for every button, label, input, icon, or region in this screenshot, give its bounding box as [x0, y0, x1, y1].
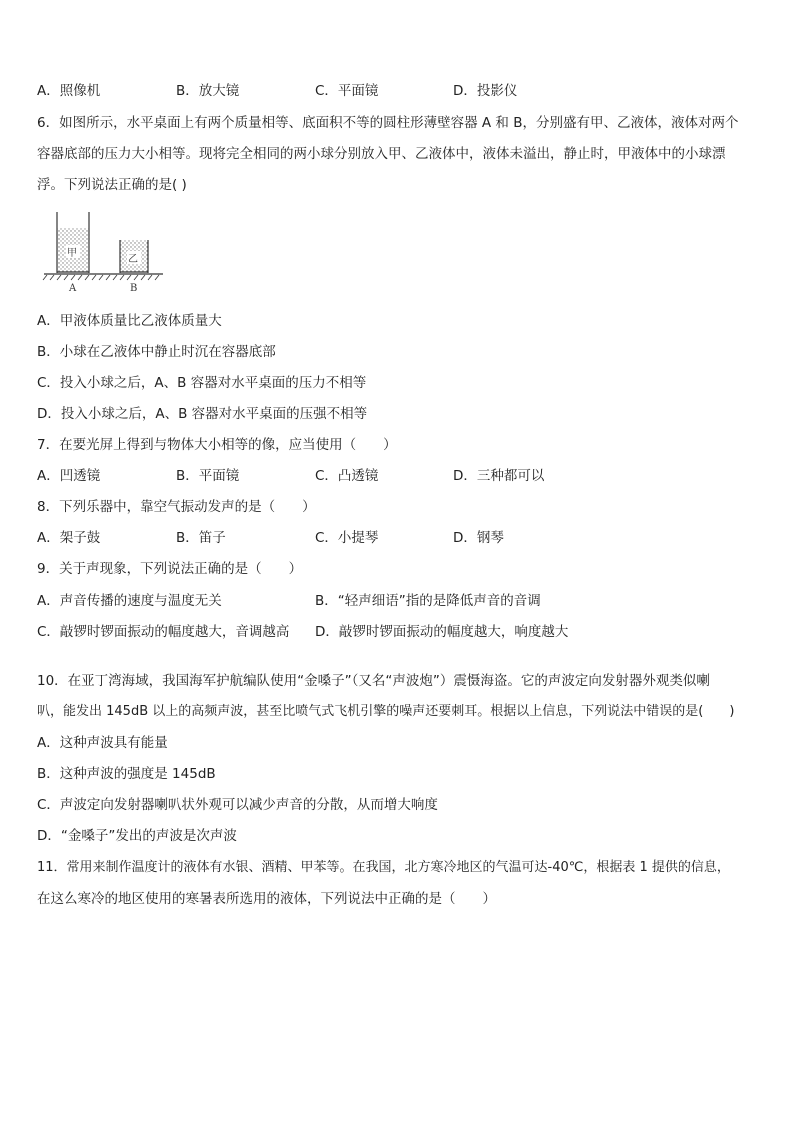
q10-option-c: C．声波定向发射器喇叭状外观可以减少声音的分散，从而增大响度: [37, 797, 438, 813]
q7-option-c: C．凸透镜: [315, 468, 379, 484]
q9-stem: 9．关于声现象，下列说法正确的是（ ）: [37, 561, 303, 577]
q6-stem-line-2: 容器底部的压力大小相等。现将完全相同的两小球分别放入甲、乙液体中，液体未溢出，静止时，甲液体中的小球漂: [37, 146, 726, 162]
q10-stem-line-1: 10．在亚丁湾海域，我国海军护航编队使用“金嗓子”（又名“声波炮”）震慑海盗。它的声波定向发射器外观类似喇: [37, 673, 710, 689]
q11-stem-line-1: 11．常用来制作温度计的液体有水银、酒精、甲苯等。在我国，北方寒冷地区的气温可达-40℃，根据表 1 提供的信息，: [37, 860, 730, 875]
q5-option-b: B．放大镜: [176, 83, 240, 99]
q6-stem-line-3: 浮。下列说法正确的是( ): [37, 177, 187, 193]
q8-option-b: B．笛子: [176, 530, 226, 546]
container-a-label: A: [69, 283, 77, 294]
q6-container-figure: [38, 210, 168, 296]
q7-option-b: B．平面镜: [176, 468, 240, 484]
q5-option-c: C．平面镜: [315, 83, 379, 99]
q9-option-d: D．敲锣时锣面振动的幅度越大，响度越大: [315, 624, 569, 640]
container-b-label: B: [130, 283, 138, 294]
q6-option-c: C．投入小球之后，A、B 容器对水平桌面的压力不相等: [37, 375, 367, 391]
q9-option-c: C．敲锣时锣面振动的幅度越大，音调越高: [37, 624, 290, 640]
q8-option-a: A．架子鼓: [37, 530, 101, 546]
q10-option-b: B．这种声波的强度是 145dB: [37, 766, 216, 782]
q9-option-b: B．“轻声细语”指的是降低声音的音调: [315, 593, 541, 609]
q8-option-c: C．小提琴: [315, 530, 379, 546]
q11-stem-line-2: 在这么寒冷的地区使用的寒暑表所选用的液体，下列说法中正确的是（ ）: [37, 891, 496, 907]
q6-stem-line-1: 6．如图所示，水平桌面上有两个质量相等、底面积不等的圆柱形薄壁容器 A 和 B，分别盛有甲、乙液体，液体对两个: [37, 115, 739, 131]
q7-stem: 7．在要光屏上得到与物体大小相等的像，应当使用（ ）: [37, 437, 397, 453]
q7-option-a: A．凹透镜: [37, 468, 101, 484]
q10-option-d: D．“金嗓子”发出的声波是次声波: [37, 828, 237, 844]
q9-option-a: A．声音传播的速度与温度无关: [37, 593, 222, 609]
q8-option-d: D．钢琴: [453, 530, 504, 546]
q6-option-d: D．投入小球之后，A、B 容器对水平桌面的压强不相等: [37, 406, 368, 422]
q10-option-a: A．这种声波具有能量: [37, 735, 168, 751]
q5-option-a: A．照像机: [37, 83, 101, 99]
q5-option-d: D．投影仪: [453, 83, 518, 99]
q10-stem-line-2: 叭，能发出 145dB 以上的高频声波，甚至比喷气式飞机引擎的噪声还要刺耳。根据以上信息，下列说法中错误的是( ): [37, 704, 735, 719]
q6-option-b: B．小球在乙液体中静止时沉在容器底部: [37, 344, 276, 360]
liquid-b-label: 乙: [128, 254, 138, 265]
q6-option-a: A．甲液体质量比乙液体质量大: [37, 313, 222, 329]
liquid-a-label: 甲: [67, 248, 77, 259]
q7-option-d: D．三种都可以: [453, 468, 545, 484]
q8-stem: 8．下列乐器中，靠空气振动发声的是（ ）: [37, 499, 316, 515]
